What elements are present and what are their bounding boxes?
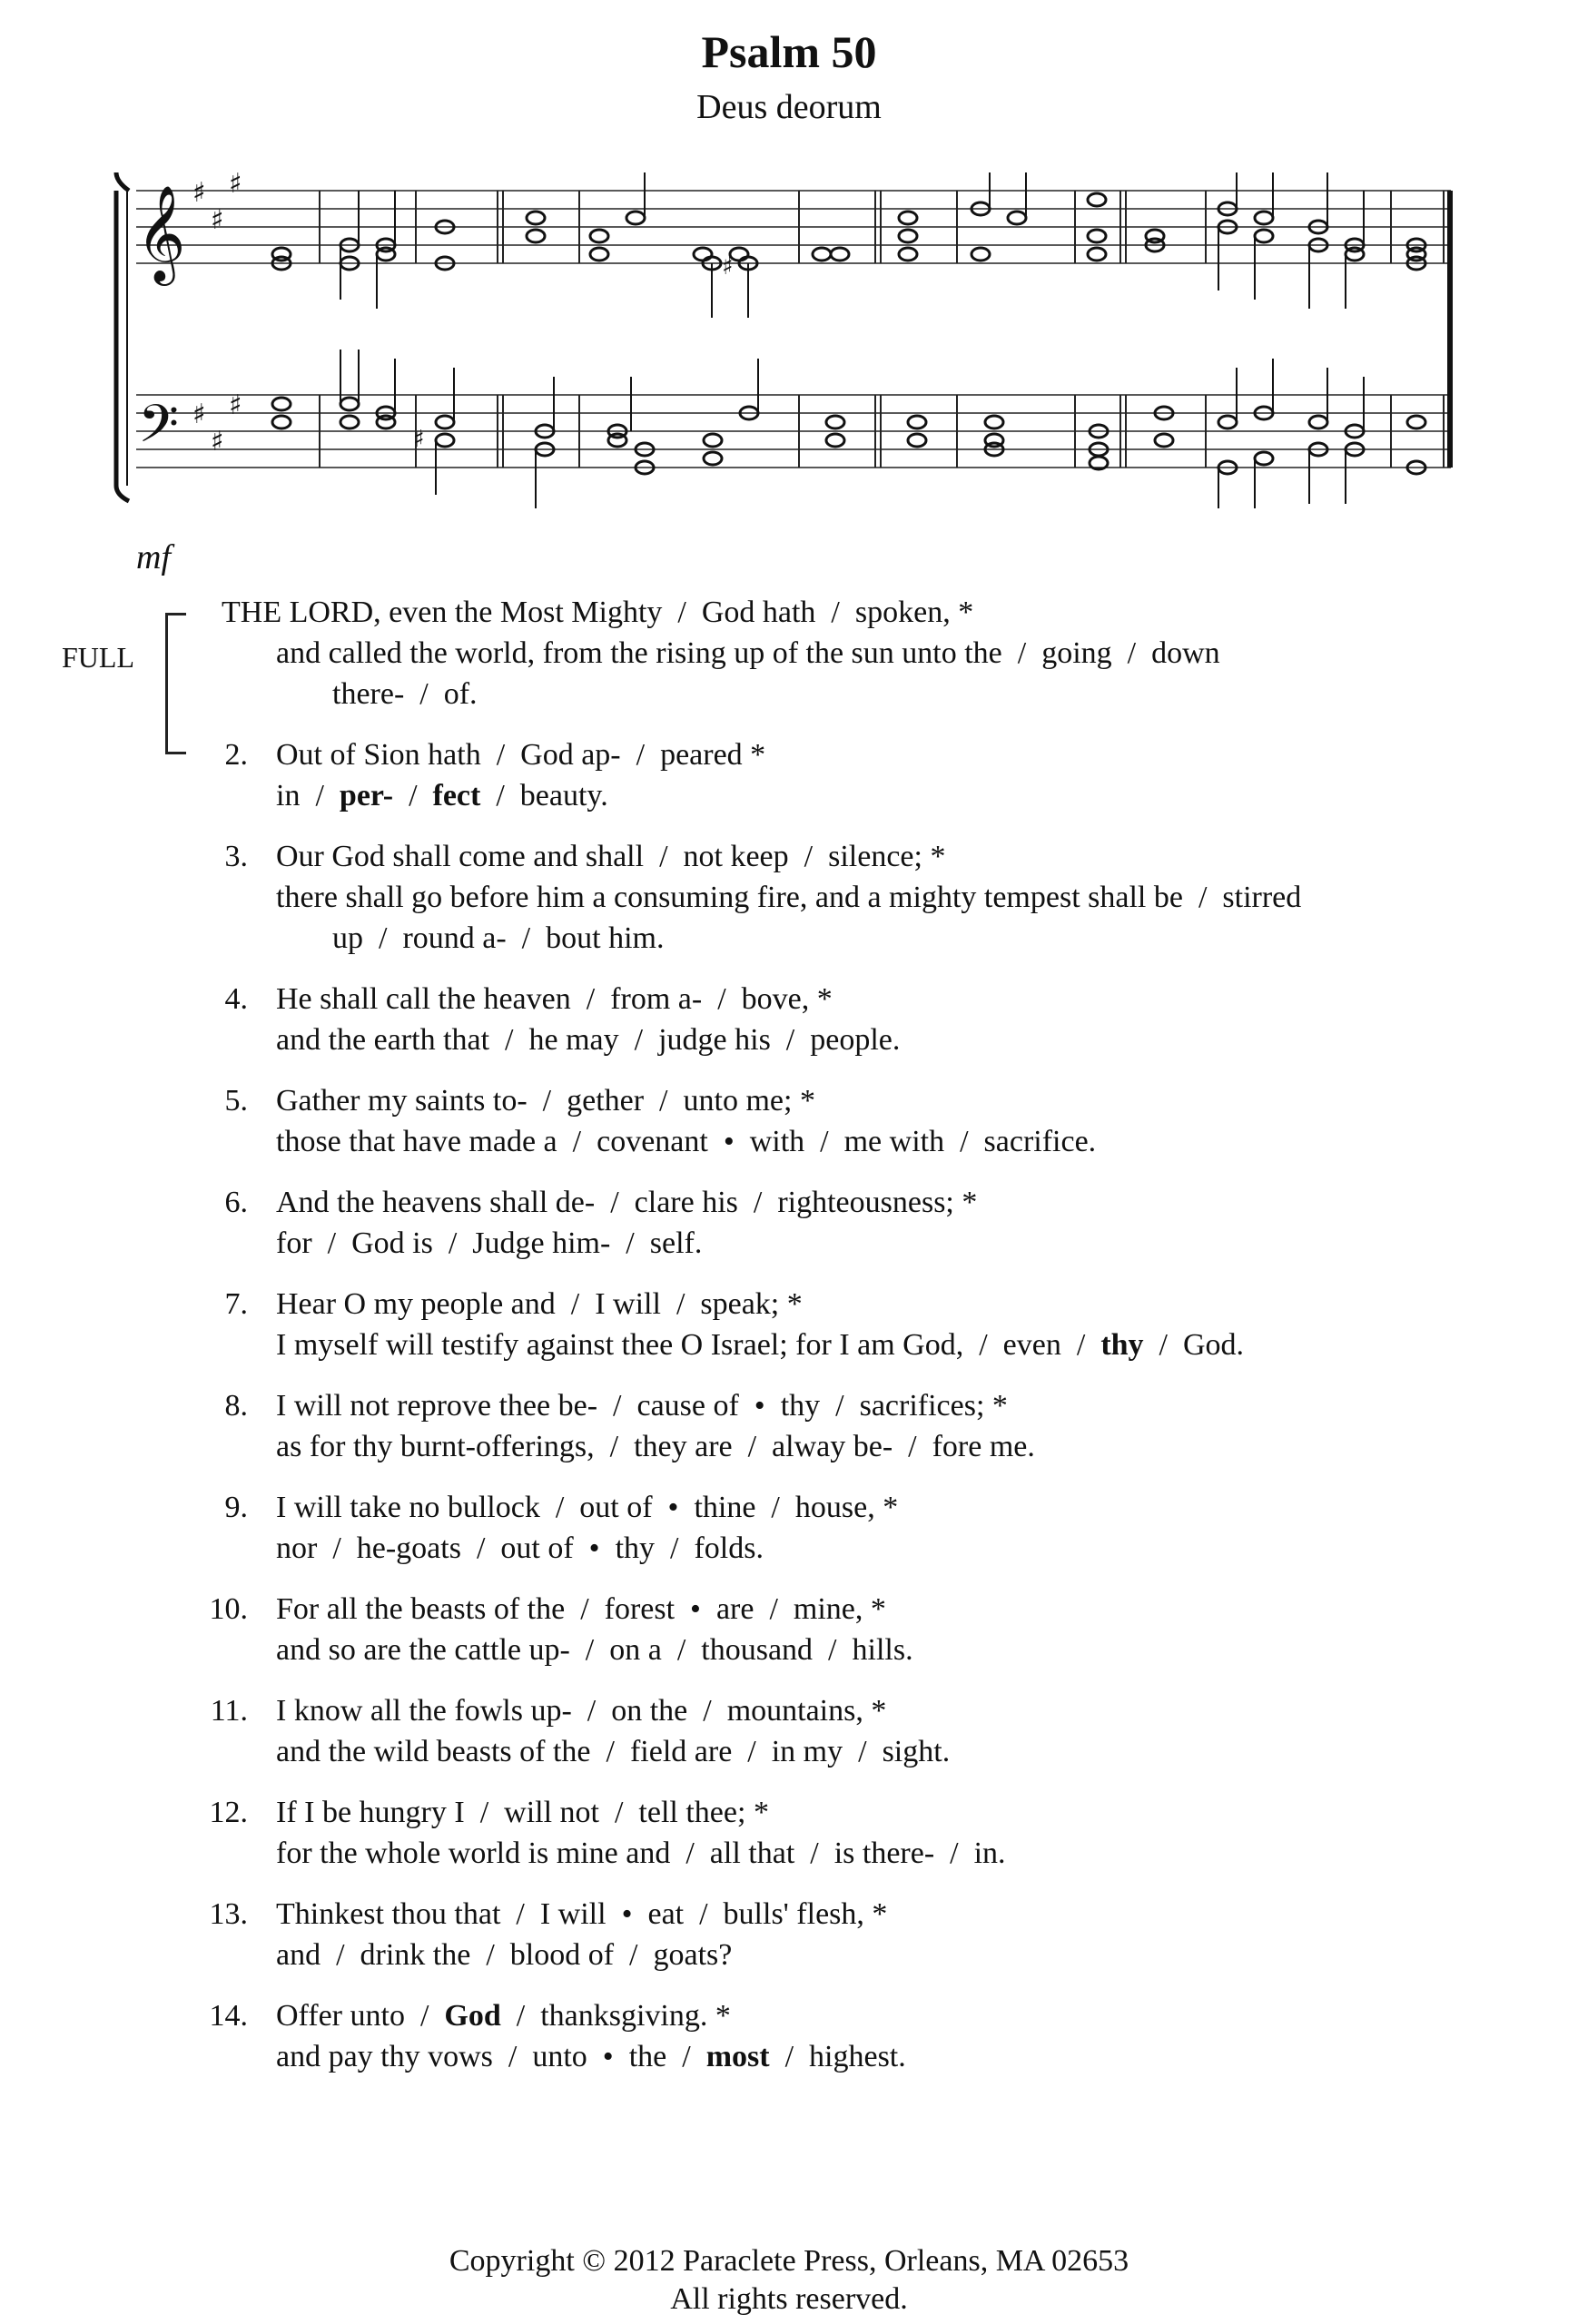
- svg-text:♯: ♯: [211, 426, 224, 458]
- verse-1: [0, 592, 1578, 714]
- verse-4: [0, 979, 1578, 1060]
- verse-number: 5.: [224, 1084, 248, 1118]
- verse-line: I myself will testify against thee O Israel; for I am God, / even / thy / God.: [276, 1328, 1245, 1362]
- verse-number: 12.: [209, 1796, 248, 1829]
- verse-line: and called the world, from the rising up of the sun unto the / going / down: [276, 636, 1220, 670]
- verse-line: Offer unto / God / thanksgiving. *: [276, 1999, 731, 2033]
- verse-line: He shall call the heaven / from a- / bove, *: [276, 982, 833, 1016]
- copyright-text: Copyright © 2012 Paraclete Press, Orleans, MA 02653: [449, 2244, 1129, 2278]
- verse-number: 9.: [224, 1491, 248, 1524]
- verse-2: [0, 734, 1578, 816]
- verse-8: [0, 1385, 1578, 1467]
- verse-14: [0, 1995, 1578, 2077]
- page-title: Psalm 50: [701, 26, 877, 77]
- verse-line: in / per- / fect / beauty.: [276, 779, 608, 812]
- verse-line: and so are the cattle up- / on a / thousand / hills.: [276, 1633, 913, 1667]
- verse-number: 11.: [210, 1694, 248, 1728]
- verse-line: and the earth that / he may / judge his / people.: [276, 1023, 901, 1057]
- svg-text:♯: ♯: [229, 389, 242, 421]
- verse-number: 6.: [224, 1186, 248, 1219]
- verse-13: [0, 1894, 1578, 1975]
- verse-line: THE LORD, even the Most Mighty / God hath / spoken, *: [222, 596, 974, 629]
- verse-number: 2.: [224, 738, 248, 772]
- verse-line: up / round a- / bout him.: [332, 921, 665, 955]
- dynamic-marking: mf: [136, 538, 171, 576]
- key-signature-bass: [192, 389, 242, 458]
- verse-line: Out of Sion hath / God ap- / peared *: [276, 738, 766, 772]
- verse-line: and / drink the / blood of / goats?: [276, 1938, 733, 1972]
- bass-clef-icon: 𝄢: [138, 393, 180, 468]
- verse-line: for / God is / Judge him- / self.: [276, 1226, 703, 1260]
- verse-line: And the heavens shall de- / clare his / righteousness; *: [276, 1186, 978, 1219]
- verse-line: Hear O my people and / I will / speak; *: [276, 1287, 803, 1321]
- verse-line: Gather my saints to- / gether / unto me; *: [276, 1084, 815, 1118]
- verse-7: [0, 1284, 1578, 1365]
- verse-6: [0, 1182, 1578, 1264]
- verse-line: there- / of.: [332, 677, 478, 711]
- verse-3: [0, 836, 1578, 959]
- verse-line: as for thy burnt-offerings, / they are / alway be- / fore me.: [276, 1430, 1035, 1463]
- verse-number: 8.: [224, 1389, 248, 1423]
- verse-line: there shall go before him a consuming fire, and a mighty tempest shall be / stirred: [276, 881, 1302, 914]
- verse-number: 13.: [209, 1897, 248, 1931]
- treble-clef-icon: 𝄞: [136, 184, 186, 281]
- music-score: [109, 172, 1489, 508]
- page-subtitle: Deus deorum: [696, 88, 882, 126]
- verse-number: 10.: [209, 1592, 248, 1626]
- verse-5: [0, 1080, 1578, 1162]
- final-barline: [1447, 191, 1453, 468]
- verse-line: Thinkest thou that / I will • eat / bulls' flesh, *: [276, 1897, 888, 1931]
- verse-line: Our God shall come and shall / not keep / silence; *: [276, 840, 946, 873]
- sharp-accidental-icon: ♯: [413, 426, 425, 453]
- verse-number: 14.: [209, 1999, 248, 2033]
- verse-number: 4.: [224, 982, 248, 1016]
- treble-staff: [136, 191, 1451, 263]
- bass-stems: [340, 350, 1364, 508]
- svg-text:♯: ♯: [211, 204, 224, 236]
- verse-line: For all the beasts of the / forest • are / mine, *: [276, 1592, 886, 1626]
- verse-number: 3.: [224, 840, 248, 873]
- verse-9: [0, 1487, 1578, 1569]
- verse-line: and pay thy vows / unto • the / most / highest.: [276, 2040, 906, 2073]
- verse-line: nor / he-goats / out of • thy / folds.: [276, 1531, 764, 1565]
- sharp-accidental-icon: ♯: [722, 253, 734, 281]
- treble-notes: [272, 193, 1425, 270]
- bass-notes: [272, 398, 1425, 474]
- verse-line: I know all the fowls up- / on the / mountains, *: [276, 1694, 887, 1728]
- verse-line: I will take no bullock / out of • thine / house, *: [276, 1491, 899, 1524]
- barlines: [320, 191, 1444, 468]
- rights-text: All rights reserved.: [670, 2282, 908, 2316]
- verse-10: [0, 1589, 1578, 1670]
- verse-line: and the wild beasts of the / field are / in my / sight.: [276, 1735, 951, 1768]
- verse-11: [0, 1690, 1578, 1772]
- verse-line: those that have made a / covenant • with / me with / sacrifice.: [276, 1125, 1097, 1158]
- psalm-verses: [0, 592, 1578, 2097]
- verse-line: If I be hungry I / will not / tell thee; *: [276, 1796, 769, 1829]
- verse-line: I will not reprove thee be- / cause of • thy / sacrifices; *: [276, 1389, 1008, 1423]
- verse-line: for the whole world is mine and / all that / is there- / in.: [276, 1837, 1006, 1870]
- svg-text:♯: ♯: [229, 172, 242, 200]
- verse-number: 7.: [224, 1287, 248, 1321]
- svg-text:♯: ♯: [192, 399, 206, 430]
- svg-text:♯: ♯: [192, 177, 206, 209]
- full-label: FULL: [62, 641, 134, 674]
- verse-12: [0, 1792, 1578, 1874]
